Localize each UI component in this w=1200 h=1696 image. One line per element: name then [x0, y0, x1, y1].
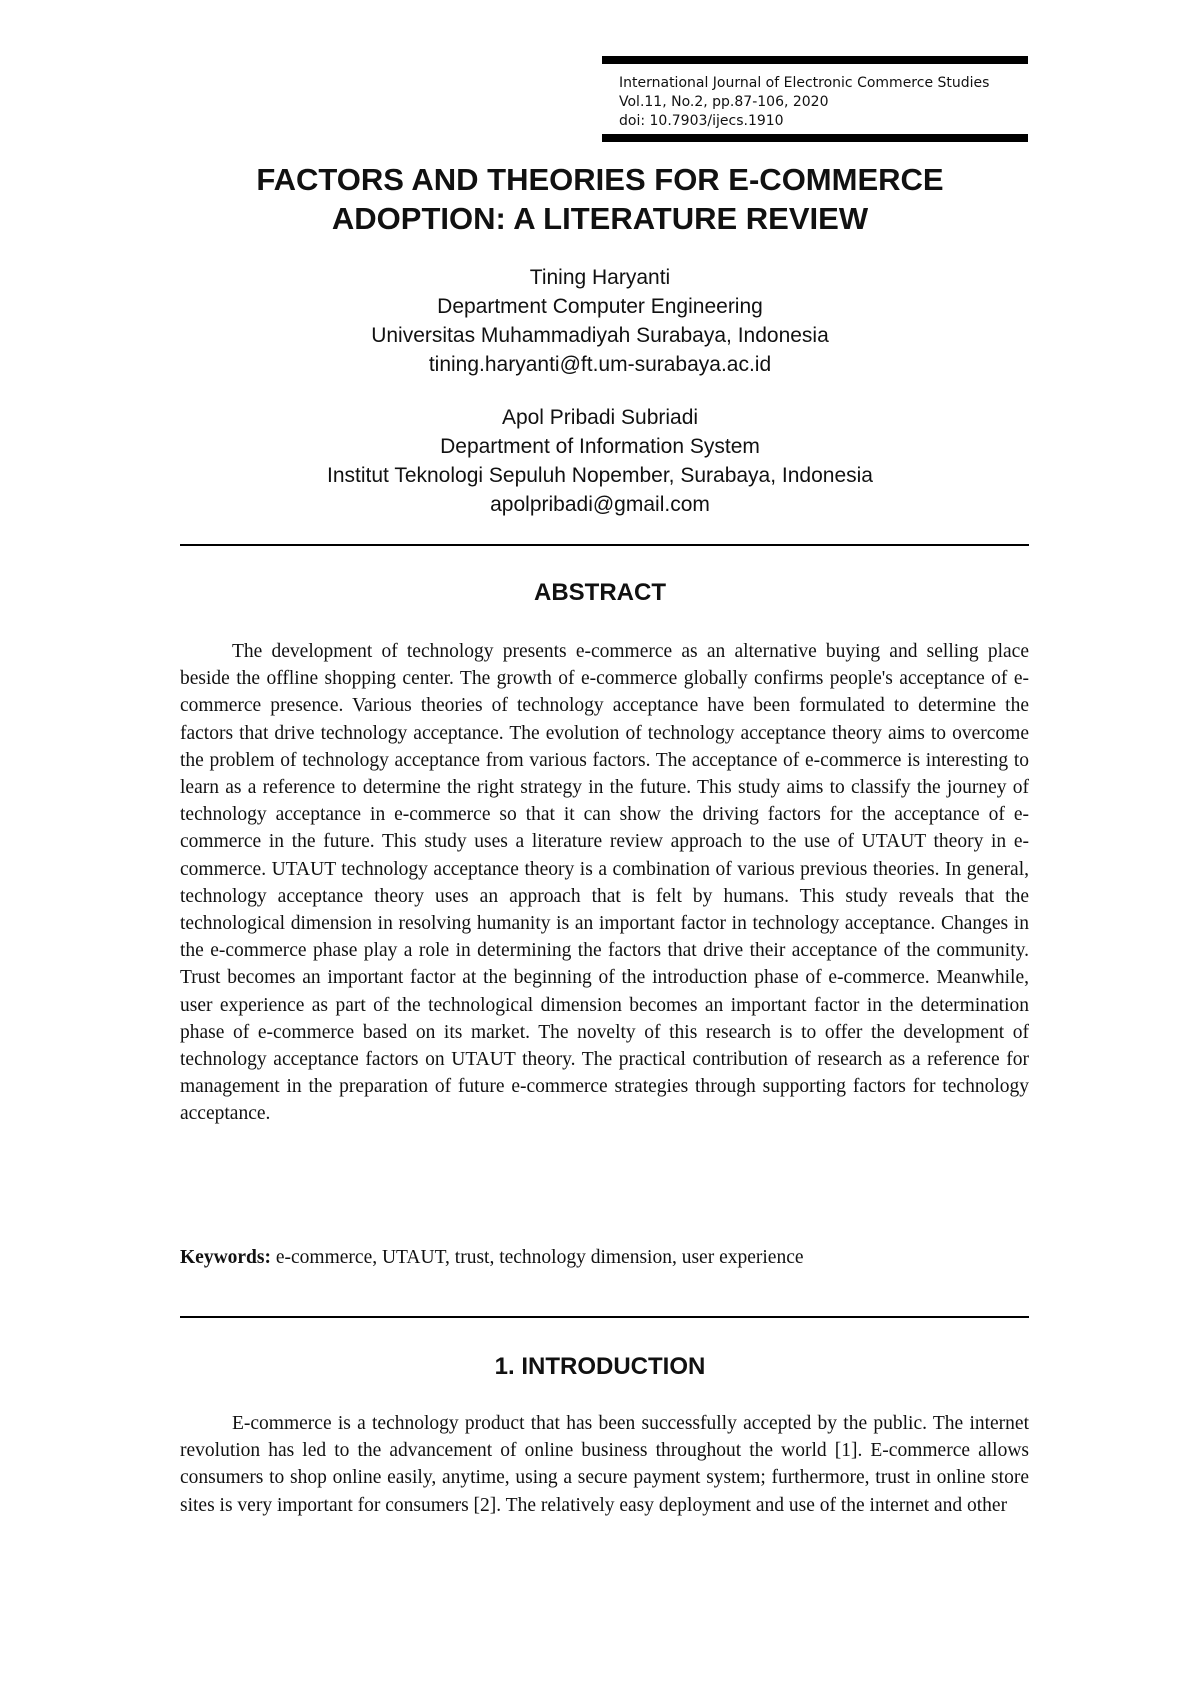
- author-email: apolpribadi@gmail.com: [490, 493, 710, 516]
- author-department: Department Computer Engineering: [437, 295, 763, 318]
- journal-volume: Vol.11, No.2, pp.87-106, 2020: [619, 94, 829, 110]
- author-email: tining.haryanti@ft.um-surabaya.ac.id: [428, 353, 772, 376]
- introduction-text: E-commerce is a technology product that has been successfully accepted by the public. The internet revolution has led to the advancement of online business throughout the world [1]. E-commerce allows consumers to shop online easily, anytime, using a secure payment system; furthermore, trust in online store sites is very important for consumers [2]. The relatively easy deployment and use of the internet and other: [180, 1413, 1029, 1516]
- journal-name: International Journal of Electronic Commerce Studies: [619, 75, 990, 91]
- divider-rule: [180, 544, 1029, 546]
- keywords-text: e-commerce, UTAUT, trust, technology dimension, user experience: [275, 1247, 804, 1268]
- abstract-body: [180, 638, 1029, 1128]
- abstract-text: The development of technology presents e-commerce as an alternative buying and selling place beside the offline shopping center. The growth of e-commerce globally confirms people's acceptance of e-commerce presence. Various theories of technology acceptance have been formulated to determine the factors that drive technology acceptance. The evolution of technology acceptance theory aims to overcome the problem of technology acceptance from various factors. The acceptance of e-commerce is interesting to learn as a reference to determine the right strategy in the future. This study aims to classify the journey of technology acceptance in e-commerce so that it can show the driving factors for the acceptance of e-commerce in the future. This study uses a literature review approach to the use of UTAUT theory in e-commerce. UTAUT technology acceptance theory is a combination of various previous theories. In general, technology acceptance theory uses an approach that is felt by humans. This study reveals that the technological dimension in resolving humanity is an important factor in technology acceptance. Changes in the e-commerce phase play a role in determining the factors that drive their acceptance of the community. Trust becomes an important factor at the beginning of the introduction phase of e-commerce. Meanwhile, user experience as part of the technological dimension becomes an important factor in the determination phase of e-commerce based on its market. The novelty of this research is to offer the development of technology acceptance factors on UTAUT theory. The practical contribution of research as a reference for management in the preparation of future e-commerce strategies through supporting factors for technology acceptance.: [180, 641, 1029, 1125]
- journal-doi: doi: 10.7903/ijecs.1910: [619, 113, 784, 129]
- author-institution: Universitas Muhammadiyah Surabaya, Indonesia: [371, 324, 829, 347]
- paper-title-line-1: FACTORS AND THEORIES FOR E-COMMERCE: [256, 162, 944, 197]
- journal-header: [602, 56, 1028, 142]
- paper-title: [0, 160, 1200, 238]
- keywords-line: [180, 1244, 1029, 1271]
- introduction-heading: 1. INTRODUCTION: [494, 1353, 706, 1380]
- keywords-label: Keywords:: [180, 1247, 271, 1268]
- author-block-1: [0, 263, 1200, 379]
- author-institution: Institut Teknologi Sepuluh Nopember, Surabaya, Indonesia: [327, 464, 873, 487]
- introduction-body: [180, 1410, 1029, 1519]
- author-department: Department of Information System: [440, 435, 760, 458]
- author-block-2: [0, 403, 1200, 519]
- author-name: Apol Pribadi Subriadi: [501, 406, 699, 429]
- abstract-heading: ABSTRACT: [534, 579, 666, 606]
- author-name: Tining Haryanti: [529, 266, 671, 289]
- divider-rule: [180, 1316, 1029, 1318]
- paper-title-line-2: ADOPTION: A LITERATURE REVIEW: [331, 201, 869, 236]
